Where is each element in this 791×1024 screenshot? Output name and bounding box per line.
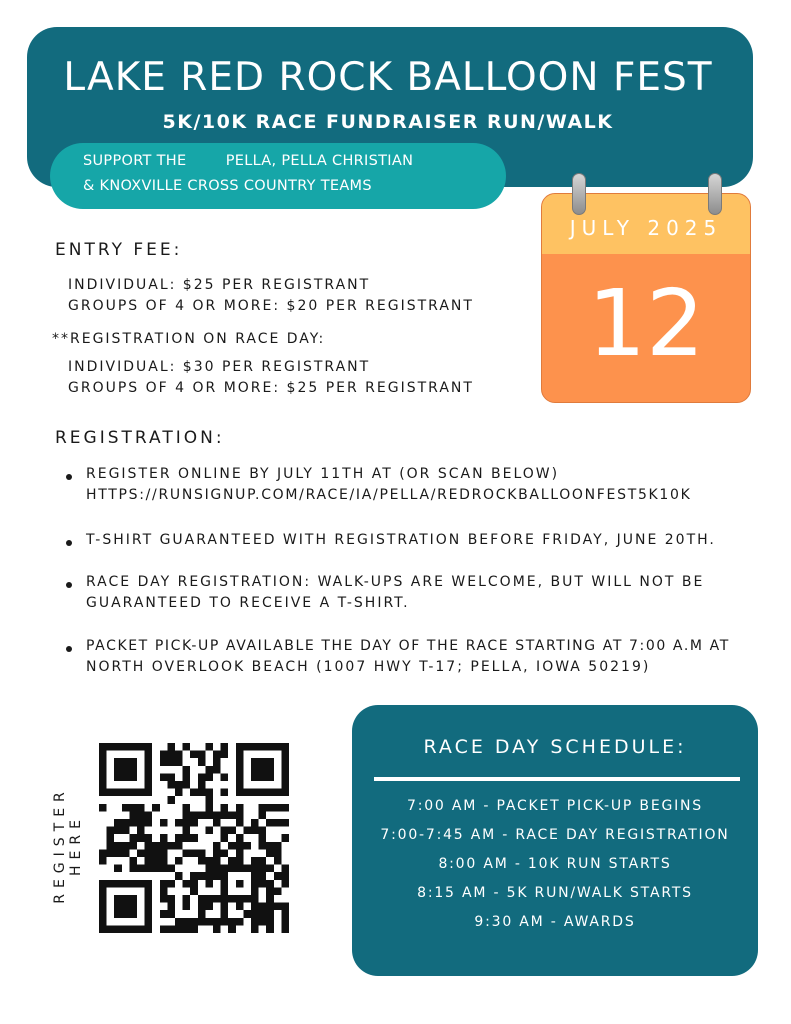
registration-bullet-3-line-1: RACE DAY REGISTRATION: WALK-UPS ARE WELCOME, BUT WILL NOT BE [86,574,705,590]
calendar-icon [541,193,751,403]
qr-code-icon[interactable] [99,743,289,933]
schedule-item: 9:30 AM - AWARDS [474,914,636,930]
register-here-label: REGISTER HERE [52,786,84,904]
race-day-schedule-panel [352,705,758,976]
bullet-marker [66,582,72,588]
page-title: LAKE RED ROCK BALLOON FEST [63,55,713,100]
support-line-1: SUPPORT THE PELLA, PELLA CHRISTIAN [83,153,414,169]
bullet-marker [66,474,72,480]
entry-fee-heading: ENTRY FEE: [55,240,183,260]
schedule-title: RACE DAY SCHEDULE: [423,736,687,758]
schedule-divider [374,777,740,781]
registration-url-link[interactable]: HTTPS://RUNSIGNUP.COM/RACE/IA/PELLA/REDROCKBALLOONFEST5K10K [86,487,692,503]
race-day-fee-heading: **REGISTRATION ON RACE DAY: [52,331,326,347]
race-day-fee-groups: GROUPS OF 4 OR MORE: $25 PER REGISTRANT [68,380,474,396]
registration-bullet-1-line-1: REGISTER ONLINE BY JULY 11TH AT (OR SCAN BELOW) [86,466,560,482]
schedule-item: 7:00 AM - PACKET PICK-UP BEGINS [406,798,703,814]
bullet-marker [66,646,72,652]
race-day-fee-individual: INDIVIDUAL: $30 PER REGISTRANT [68,359,371,375]
bullet-marker [66,540,72,546]
registration-bullet-3-line-2: GUARANTEED TO RECEIVE A T-SHIRT. [86,595,410,611]
calendar-month: JULY 2025 [569,216,723,240]
support-banner [50,143,506,209]
registration-heading: REGISTRATION: [55,428,225,448]
entry-fee-individual: INDIVIDUAL: $25 PER REGISTRANT [68,277,371,293]
calendar-ring-right [708,173,722,215]
schedule-item: 7:00-7:45 AM - RACE DAY REGISTRATION [380,827,730,843]
schedule-item: 8:00 AM - 10K RUN STARTS [438,856,672,872]
schedule-item: 8:15 AM - 5K RUN/WALK STARTS [417,885,693,901]
support-line-2: & KNOXVILLE CROSS COUNTRY TEAMS [83,178,372,194]
page-subtitle: 5K/10K RACE FUNDRAISER RUN/WALK [162,111,614,133]
registration-bullet-4-line-2: NORTH OVERLOOK BEACH (1007 HWY T-17; PELLA, IOWA 50219) [86,659,651,675]
calendar-day: 12 [587,270,705,377]
calendar-ring-left [572,173,586,215]
entry-fee-groups: GROUPS OF 4 OR MORE: $20 PER REGISTRANT [68,298,474,314]
registration-bullet-4-line-1: PACKET PICK-UP AVAILABLE THE DAY OF THE RACE STARTING AT 7:00 A.M AT [86,638,730,654]
registration-bullet-2: T-SHIRT GUARANTEED WITH REGISTRATION BEFORE FRIDAY, JUNE 20TH. [86,532,716,548]
